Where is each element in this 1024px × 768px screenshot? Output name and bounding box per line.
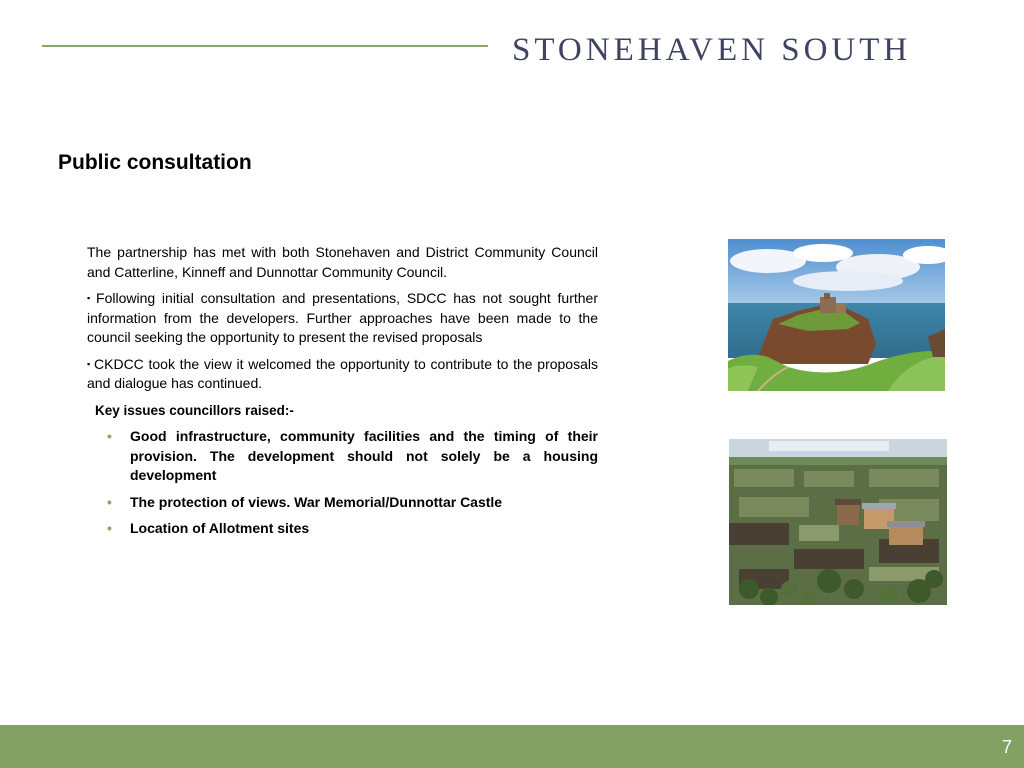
list-item [87,519,598,539]
castle-photo [728,239,945,391]
intro-paragraph: The partnership has met with both Stonehaven and District Community Council and Catterline, Kinneff and Dunnottar Community Council. [87,244,598,280]
square-bullet-icon: ▪ [87,358,92,369]
body-text [87,243,598,546]
header-divider-line [42,45,488,47]
sdcc-paragraph [87,289,598,348]
ckdcc-paragraph [87,355,598,394]
list-item [87,427,598,486]
key-issues-heading: Key issues councillors raised:- [95,402,294,418]
allotments-photo [729,439,947,605]
sdcc-paragraph-text: Following initial consultation and presentations, SDCC has not sought further information from the developers. Further approaches have been made to the council seeking the opportunity to present the revised proposals [87,290,598,345]
list-item [87,493,598,513]
bullet-icon: • [107,520,112,536]
list-item-text: The protection of views. War Memorial/Dunnottar Castle [130,493,503,510]
footer-bar [0,725,1024,768]
bullet-icon: • [107,428,112,444]
page-title: Public consultation [58,151,252,174]
square-bullet-icon: ▪ [87,293,94,303]
page-number: 7 [1001,737,1012,757]
brand-title: STONEHAVEN SOUTH [512,32,912,68]
bullet-icon: • [107,493,112,510]
list-item-text: Location of Allotment sites [130,520,310,536]
key-issues-list [87,427,598,539]
list-item-text: Good infrastructure, community facilities and the timing of their provision. The development should not solely be a housing development [130,428,598,483]
ckdcc-paragraph-text: CKDCC took the view it welcomed the opportunity to contribute to the proposals and dialogue has continued. [87,355,598,391]
